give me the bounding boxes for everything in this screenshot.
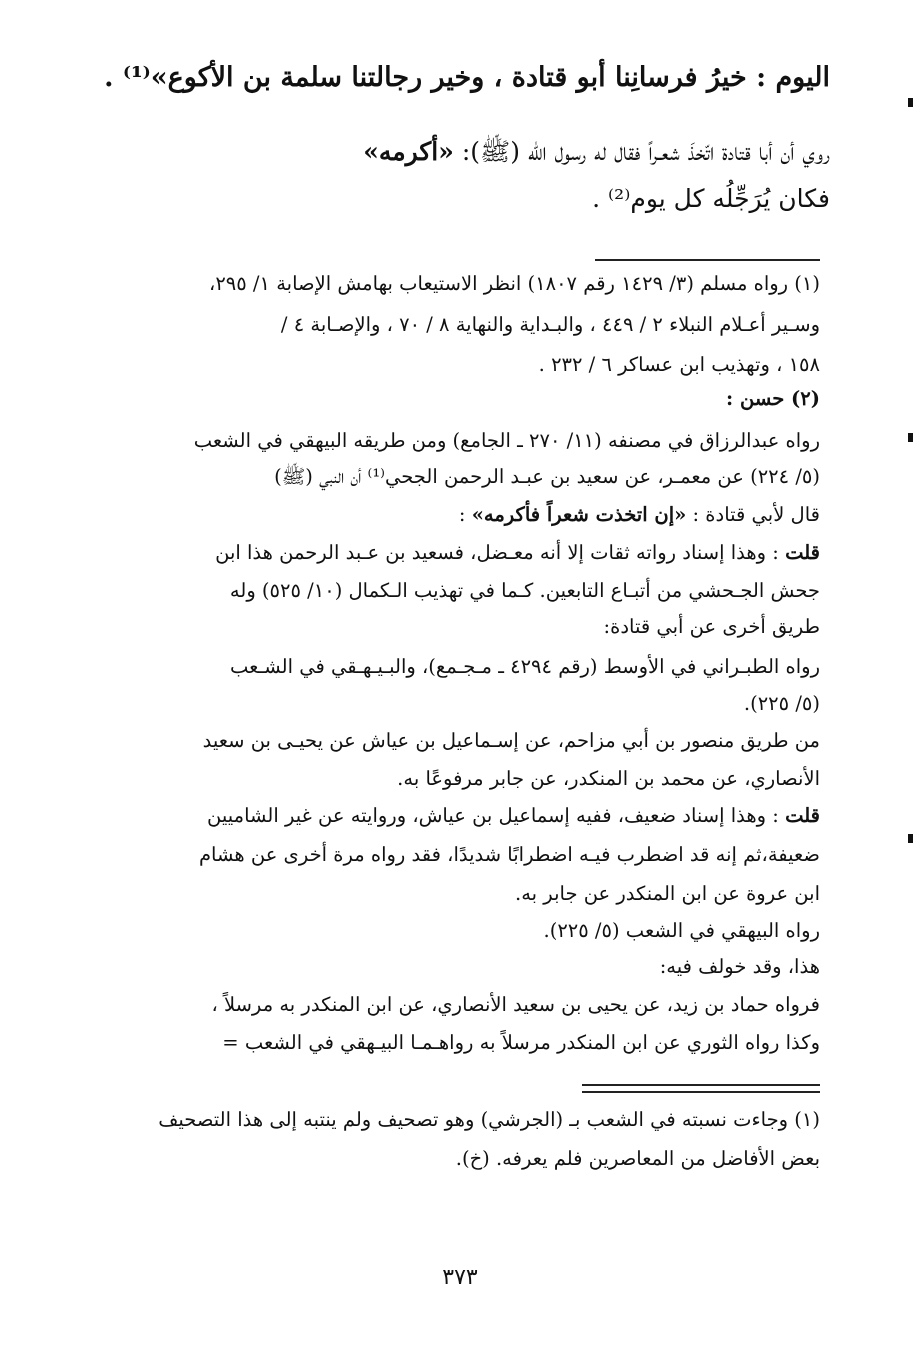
footnote-2-line-11 — [100, 799, 820, 833]
subfootnote-line-1: (١) وجاءت نسبته في الشعب بـ (الجرشي) وهو تصحيف ولم ينتبه إلى هذا التصحيف — [158, 1108, 820, 1131]
main-paragraph-line-2: فكان يُرَجِّلُه كل يوم⁽²⁾ . — [592, 184, 830, 213]
footnote-2-line-1: رواه عبدالرزاق في مصنفه (١١/ ٢٧٠ ـ الجامع) ومن طريقه البيهقي في الشعب — [193, 429, 820, 452]
footnote-1-line-3: ١٥٨ ، وتهذيب ابن عساكر ٦ / ٢٣٢ . — [538, 353, 820, 376]
footnote-text: : وهذا إسناد ضعيف، ففيه إسماعيل بن عياش، وروايته عن غير الشاميين — [207, 804, 786, 827]
footnote-text: قال لأبي قتادة : — [686, 503, 820, 526]
main-paragraph-text: روي أن أبا قتادة اتّخذَ شعـراً فقال له رسول اللّه (ﷺ): — [453, 137, 830, 166]
footnote-2-line-12: ضعيفة،ثم إنه قد اضطرب فيـه اضطرابًا شديدًا، فقد رواه مرة أخرى عن هشام — [198, 843, 820, 866]
footnote-separator — [595, 259, 820, 261]
footnote-1-line-2: وسـير أعـلام النبلاء ٢ / ٤٤٩ ، والبـداية والنهاية ٨ / ٧٠ ، والإصـابة ٤ / — [280, 313, 820, 336]
subfootnote-line-2: بعض الأفاضل من المعاصرين فلم يعرفه. (خ). — [455, 1147, 820, 1170]
qultu-label: قلت — [785, 541, 820, 564]
subfootnote-separator — [582, 1084, 820, 1093]
quoted-saying: «أكرمه» — [363, 137, 454, 166]
footnote-2-line-10: الأنصاري، عن محمد بن المنكدر، عن جابر مرفوعًا به. — [397, 767, 820, 790]
footnote-2-line-13: ابن عروة عن ابن المنكدر عن جابر به. — [515, 882, 820, 905]
footnote-2-line-17: وكذا رواه الثوري عن ابن المنكدر مرسلاً به رواهـمـا البيـهقي في الشعب = — [222, 1031, 820, 1054]
footnote-2-line-7: رواه الطبـراني في الأوسط (رقم ٤٢٩٤ ـ مـجـمع)، والبـيـهـقي في الشـعب — [230, 655, 820, 678]
footnote-2-line-3 — [100, 498, 820, 532]
margin-mark — [908, 834, 913, 843]
footnote-2-line-5: جحش الجـحشي من أتبـاع التابعين. كـما في تهذيب الـكمال (١٠/ ٥٢٥) وله — [229, 579, 820, 602]
footnote-2-line-6: طريق أخرى عن أبي قتادة: — [603, 615, 820, 638]
footnote-text: : — [458, 503, 472, 526]
footnote-text: : وهذا إسناد رواته ثقات إلا أنه معـضل، فسعيد بن عـبد الرحمن هذا ابن — [215, 541, 786, 564]
qultu-label: قلت — [785, 804, 820, 827]
footnote-2-label: (٢) حسن : — [725, 387, 820, 410]
footnote-2-line-14: رواه البيهقي في الشعب (٥/ ٢٢٥). — [543, 919, 820, 942]
margin-mark — [908, 98, 913, 107]
footnote-1-line-1: (١) رواه مسلم (٣/ ١٤٢٩ رقم ١٨٠٧) انظر الاستيعاب بهامش الإصابة ١/ ٢٩٥، — [209, 272, 820, 295]
footnote-2-line-8: (٥/ ٢٢٥). — [743, 692, 820, 715]
footnote-2-line-15: هذا، وقد خولف فيه: — [659, 955, 820, 978]
footnote-2-line-2: (٥/ ٢٢٤) عن معمـر، عن سعيد بن عبـد الرحمن الجحي⁽¹⁾ أن النبي (ﷺ) — [274, 465, 820, 488]
main-paragraph-line-1 — [90, 136, 830, 173]
footnote-2-line-9: من طريق منصور بن أبي مزاحم، عن إسـماعيل بن عياش عن يحيـى بن سعيد — [202, 729, 820, 752]
margin-mark — [908, 433, 913, 442]
page-number: ٣٧٣ — [442, 1265, 478, 1290]
quoted-saying: «إن اتخذت شعراً فأكرمه» — [471, 503, 687, 526]
footnote-2-line-4 — [100, 536, 820, 570]
page-heading-line: اليوم : خيرُ فرسانِنا أبو قتادة ، وخير رجالتنا سلمة بن الأكوع»⁽¹⁾ . — [104, 62, 830, 93]
footnote-2-line-16: فرواه حماد بن زيد، عن يحيى بن سعيد الأنصاري، عن ابن المنكدر به مرسلاً ، — [211, 993, 820, 1016]
